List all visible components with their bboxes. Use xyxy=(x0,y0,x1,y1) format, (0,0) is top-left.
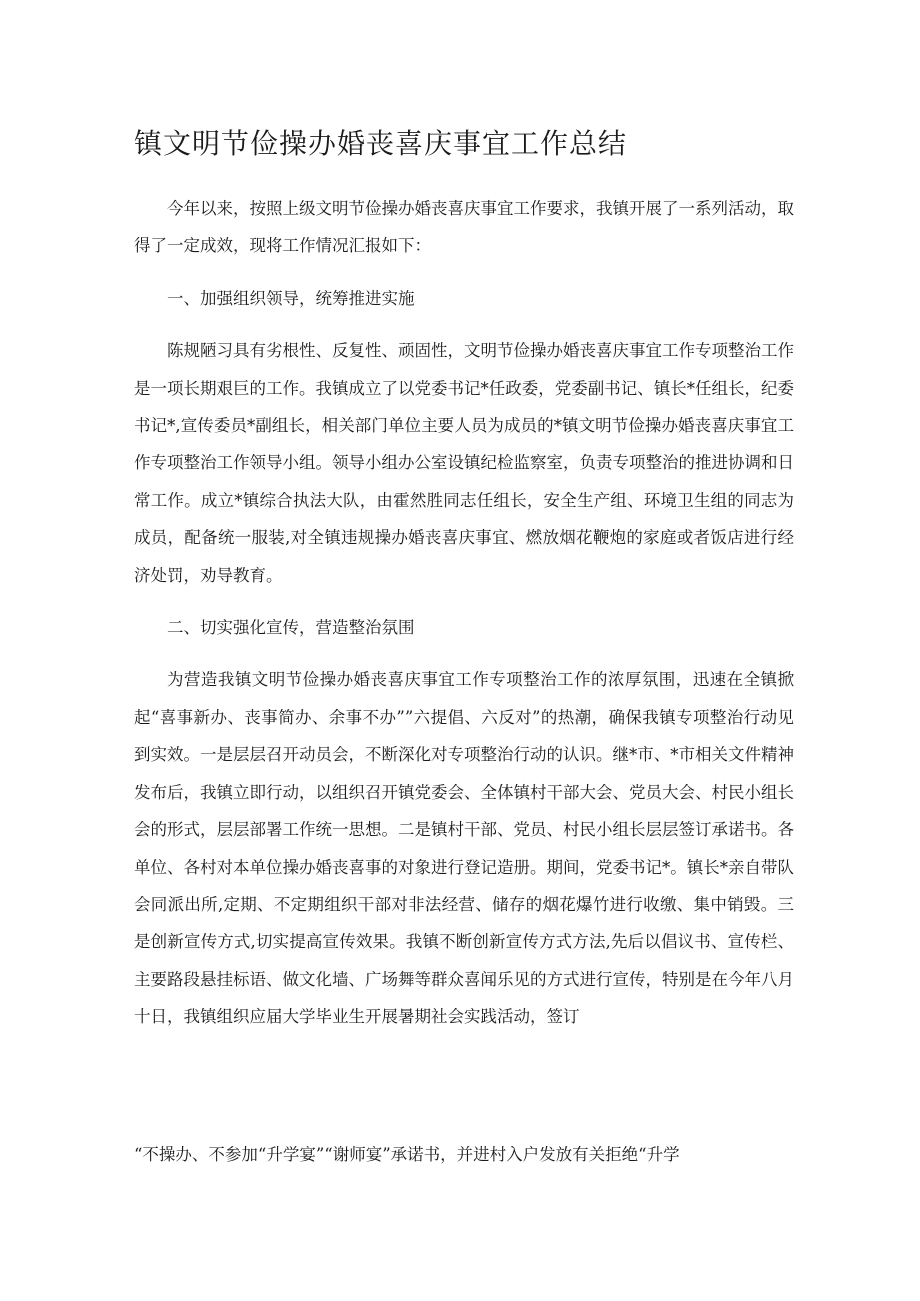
section-2-heading: 二、切实强化宣传，营造整治氛围 xyxy=(167,618,415,638)
section-1-heading: 一、加强组织领导，统筹推进实施 xyxy=(167,288,415,308)
section-2-paragraph: 为营造我镇文明节俭操办婚丧喜庆事宜工作专项整治工作的浓厚氛围，迅速在全镇掀起“喜事新办、丧事简办、余事不办””六提倡、六反对”的热潮，确保我镇专项整治行动见到实效。一是层层召开动员会，不断深化对专项整治行动的认识。继*市、*市相关文件精神发布后，我镇立即行动，以组织召开镇党委会、全体镇村干部大会、党员大会、村民小组长会的形式，层层部署工作统一思想。二是镇村干部、党员、村民小组长层层签订承诺书。各单位、各村对本单位操办婚丧喜事的对象进行登记造册。期间，党委书记*。镇长*亲自带队会同派出所,定期、不定期组织干部对非法经营、储存的烟花爆竹进行收缴、集中销毁。三是创新宣传方式,切实提高宣传效果。我镇不断创新宣传方式方法,先后以倡议书、宣传栏、主要路段悬挂标语、做文化墙、广场舞等群众喜闻乐见的方式进行宣传，特别是在今年八月十日，我镇组织应届大学毕业生开展暑期社会实践活动，签订 xyxy=(134,670,794,1027)
section-1-paragraph: 陈规陋习具有劣根性、反复性、顽固性，文明节俭操办婚丧喜庆事宜工作专项整治工作是一项长期艰巨的工作。我镇成立了以党委书记*任政委，党委副书记、镇长*任组长，纪委书记*,宣传委员*副组长，相关部门单位主要人员为成员的*镇文明节俭操办婚丧喜庆事宜工作专项整治工作领导小组。领导小组办公室设镇纪检监察室，负责专项整治的推进协调和日常工作。成立*镇综合执法大队，由霍然胜同志任组长，安全生产组、环境卫生组的同志为成员，配备统一服装,对全镇违规操办婚丧喜庆事宜、燃放烟花鞭炮的家庭或者饭店进行经济处罚，劝导教育。 xyxy=(134,341,794,585)
document-title: 镇文明节俭操办婚丧喜庆事宜工作总结 xyxy=(134,127,628,160)
intro-paragraph: 今年以来，按照上级文明节俭操办婚丧喜庆事宜工作要求，我镇开展了一系列活动，取得了一定成效，现将工作情况汇报如下： xyxy=(134,199,794,256)
continuation-line: “不操办、不参加“升学宴”“谢师宴”承诺书，并进村入户发放有关拒绝“升学 xyxy=(134,1145,680,1164)
document-body xyxy=(134,190,794,1051)
